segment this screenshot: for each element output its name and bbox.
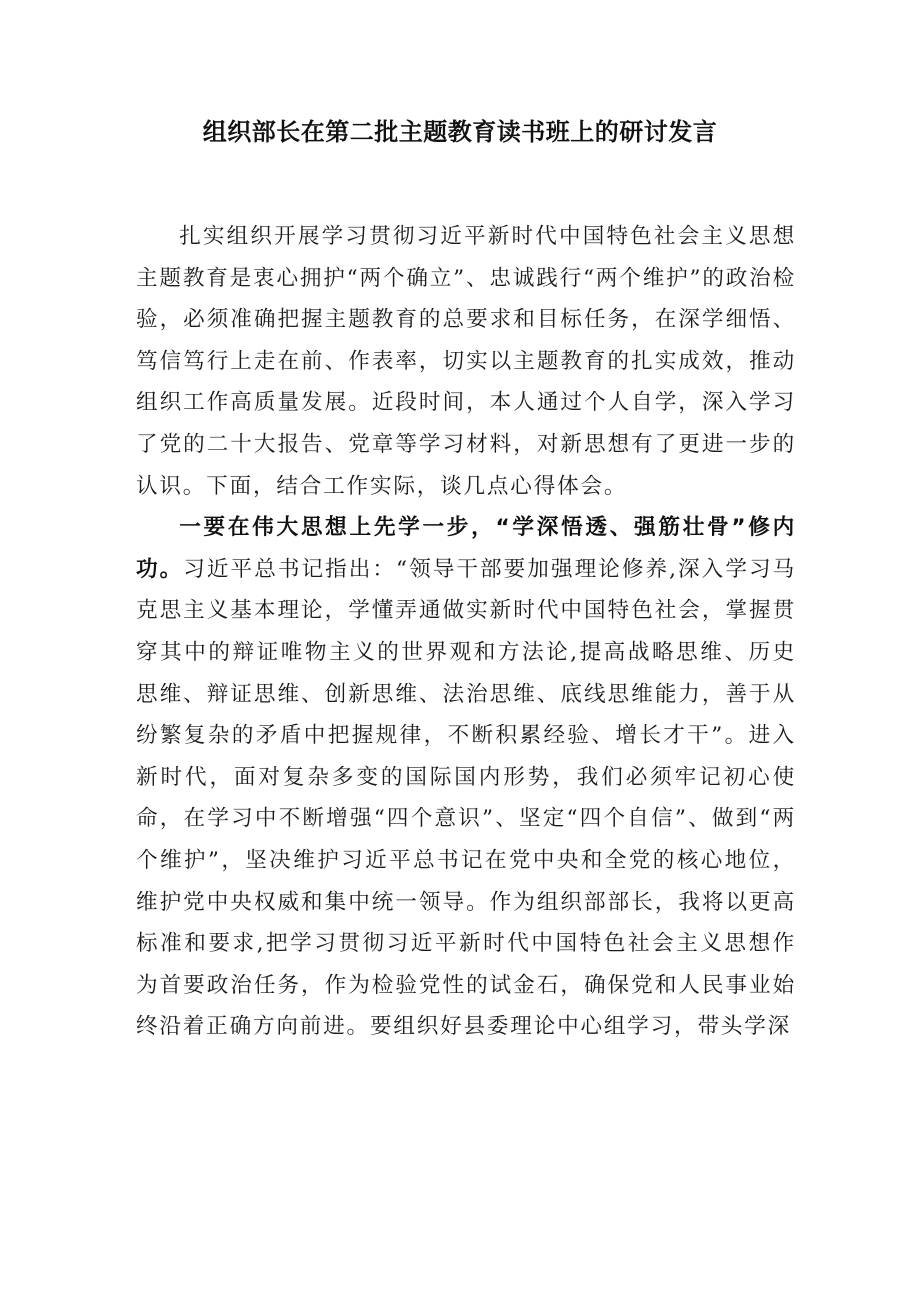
paragraph-intro-text: 扎实组织开展学习贯彻习近平新时代中国特色社会主义思想主题教育是衷心拥护“两个确立”、忠诚践行“两个维护”的政治检验，必须准确把握主题教育的总要求和目标任务，在深学细悟、笃信笃行上走在前、作表率，切实以主题教育的扎实成效，推动组织工作高质量发展。近段时间，本人通过个人自学，深入学习了党的二十大报告、党章等学习材料，对新思想有了更进一步的认识。下面，结合工作实际，谈几点心得体会。 [136, 224, 796, 499]
paragraph-point-one-text: 习近平总书记指出：“领导干部要加强理论修养,深入学习马克思主义基本理论，学懂弄通做实新时代中国特色社会，掌握贯穿其中的辩证唯物主义的世界观和方法论,提高战略思维、历史思维、辩证思维、创新思维、法治思维、底线思维能力，善于从纷繁复杂的矛盾中把握规律，不断积累经验、增长才干”。进入新时代，面对复杂多变的国际国内形势，我们必须牢记初心使命，在学习中不断增强“四个意识”、坚定“四个自信”、做到“两个维护”，坚决维护习近平总书记在党中央和全党的核心地位，维护党中央权威和集中统一领导。作为组织部部长，我将以更高标准和要求,把学习贯彻习近平新时代中国特色社会主义思想作为首要政治任务，作为检验党性的试金石，确保党和人民事业始终沿着正确方向前进。要组织好县委理论中心组学习，带头学深 [136, 556, 796, 1040]
paragraph-point-one-heading: 一要在伟大思想上先学一步，“学深悟透、强筋壮骨”修内功。 [136, 515, 796, 582]
document-body [136, 216, 796, 1048]
paragraph-point-one [136, 507, 796, 1048]
document-title: 组织部长在第二批主题教育读书班上的研讨发言 [202, 118, 718, 146]
paragraph-intro [136, 216, 796, 507]
